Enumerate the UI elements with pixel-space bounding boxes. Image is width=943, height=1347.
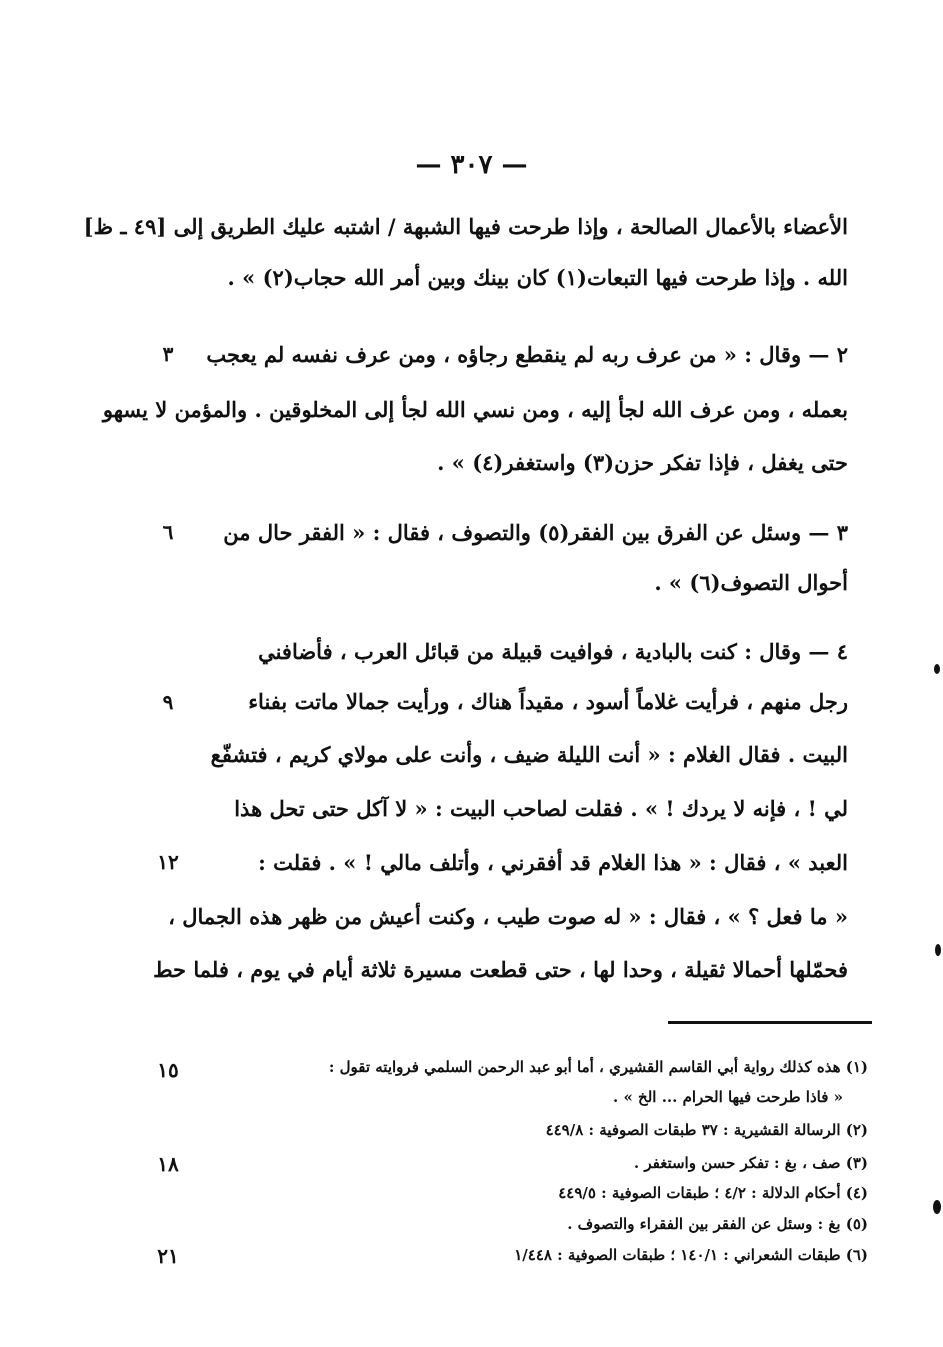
para1-line1: الأعضاء بالأعمال الصالحة ، وإذا طرحت فيها الشبهة / اشتبه عليك الطريق إلى [٤٩ ـ ظ] (83, 214, 848, 239)
scan-speck (934, 664, 940, 674)
footnote-3: (٣) صف ، بغ : تفكر حسن واستغفر . (633, 1154, 868, 1172)
margin-line-number: ٦ (162, 520, 174, 544)
para3-line1: ٣ — وسئل عن الفرق بين الفقر(٥) والتصوف ، فقال : « الفقر حال من (223, 520, 848, 545)
para4-line2: رجل منهم ، فرأيت غلاماً أسود ، مقيداً هناك ، ورأيت جمالا ماتت بفناء (248, 689, 848, 714)
footnote-1: (١) هذه كذلك رواية أبي القاسم القشيري ، أما أبو عبد الرحمن السلمي فروايته تقول : (328, 1058, 868, 1076)
footnote-6: (٦) طبقات الشعراني : ١٤٠/١ ؛ طبقات الصوفية : ١/٤٤٨ (514, 1246, 868, 1264)
margin-line-number: ٢١ (157, 1244, 179, 1268)
scan-speck (933, 1200, 941, 1214)
para2-line3: حتى يغفل ، فإذا تفكر حزن(٣) واستغفر(٤) » . (437, 450, 848, 475)
para2-line1: ٢ — وقال : « من عرف ربه لم ينقطع رجاؤه ، ومن عرف نفسه لم يعجب (206, 342, 848, 367)
footnote-separator (668, 1021, 872, 1024)
para4-line6: « ما فعل ؟ » ، فقال : « له صوت طيب ، وكنت أعيش من ظهر هذه الجمال ، (168, 904, 848, 929)
margin-line-number: ١٥ (157, 1058, 179, 1082)
footnote-5: (٥) بغ : وسئل عن الفقر بين الفقراء والتصوف . (567, 1215, 868, 1233)
margin-line-number: ١٨ (157, 1152, 179, 1176)
para1-line2: الله . وإذا طرحت فيها التبعات(١) كان بينك وبين أمر الله حجاب(٢) » . (227, 265, 848, 290)
page-number: — ٣٠٧ — (415, 150, 528, 180)
footnote-1-continued: « فاذا طرحت فيها الحرام ... الخ » . (613, 1088, 843, 1106)
para2-line2: بعمله ، ومن عرف الله لجأ إليه ، ومن نسي الله لجأ إلى المخلوقين . والمؤمن لا يسهو (102, 397, 848, 422)
para4-line4: لي ! ، فإنه لا يردك ! » . فقلت لصاحب البيت : « لا آكل حتى تحل هذا (234, 796, 848, 821)
para4-line7: فحمّلها أحمالا ثقيلة ، وحدا لها ، حتى قطعت مسيرة ثلاثة أيام في يوم ، فلما حط (153, 957, 848, 982)
margin-line-number: ١٢ (157, 850, 179, 874)
scan-speck (935, 944, 941, 956)
para3-line2: أحوال التصوف(٦) » . (654, 570, 848, 595)
margin-line-number: ٣ (162, 342, 174, 366)
para4-line5: العبد » ، فقال : « هذا الغلام قد أفقرني ، وأتلف مالي ! » . فقلت : (258, 850, 848, 875)
footnote-2: (٢) الرسالة القشيرية : ٣٧ طبقات الصوفية : ٤٤٩/٨ (545, 1121, 868, 1139)
para4-line3: البيت . فقال الغلام : « أنت الليلة ضيف ، وأنت على مولاي كريم ، فتشفّع (210, 742, 848, 767)
para4-line1: ٤ — وقال : كنت بالبادية ، فوافيت قبيلة من قبائل العرب ، فأضافني (258, 639, 848, 664)
margin-line-number: ٩ (162, 690, 174, 714)
footnote-4: (٤) أحكام الدلالة : ٤/٢ ؛ طبقات الصوفية : ٤٤٩/٥ (558, 1184, 868, 1202)
